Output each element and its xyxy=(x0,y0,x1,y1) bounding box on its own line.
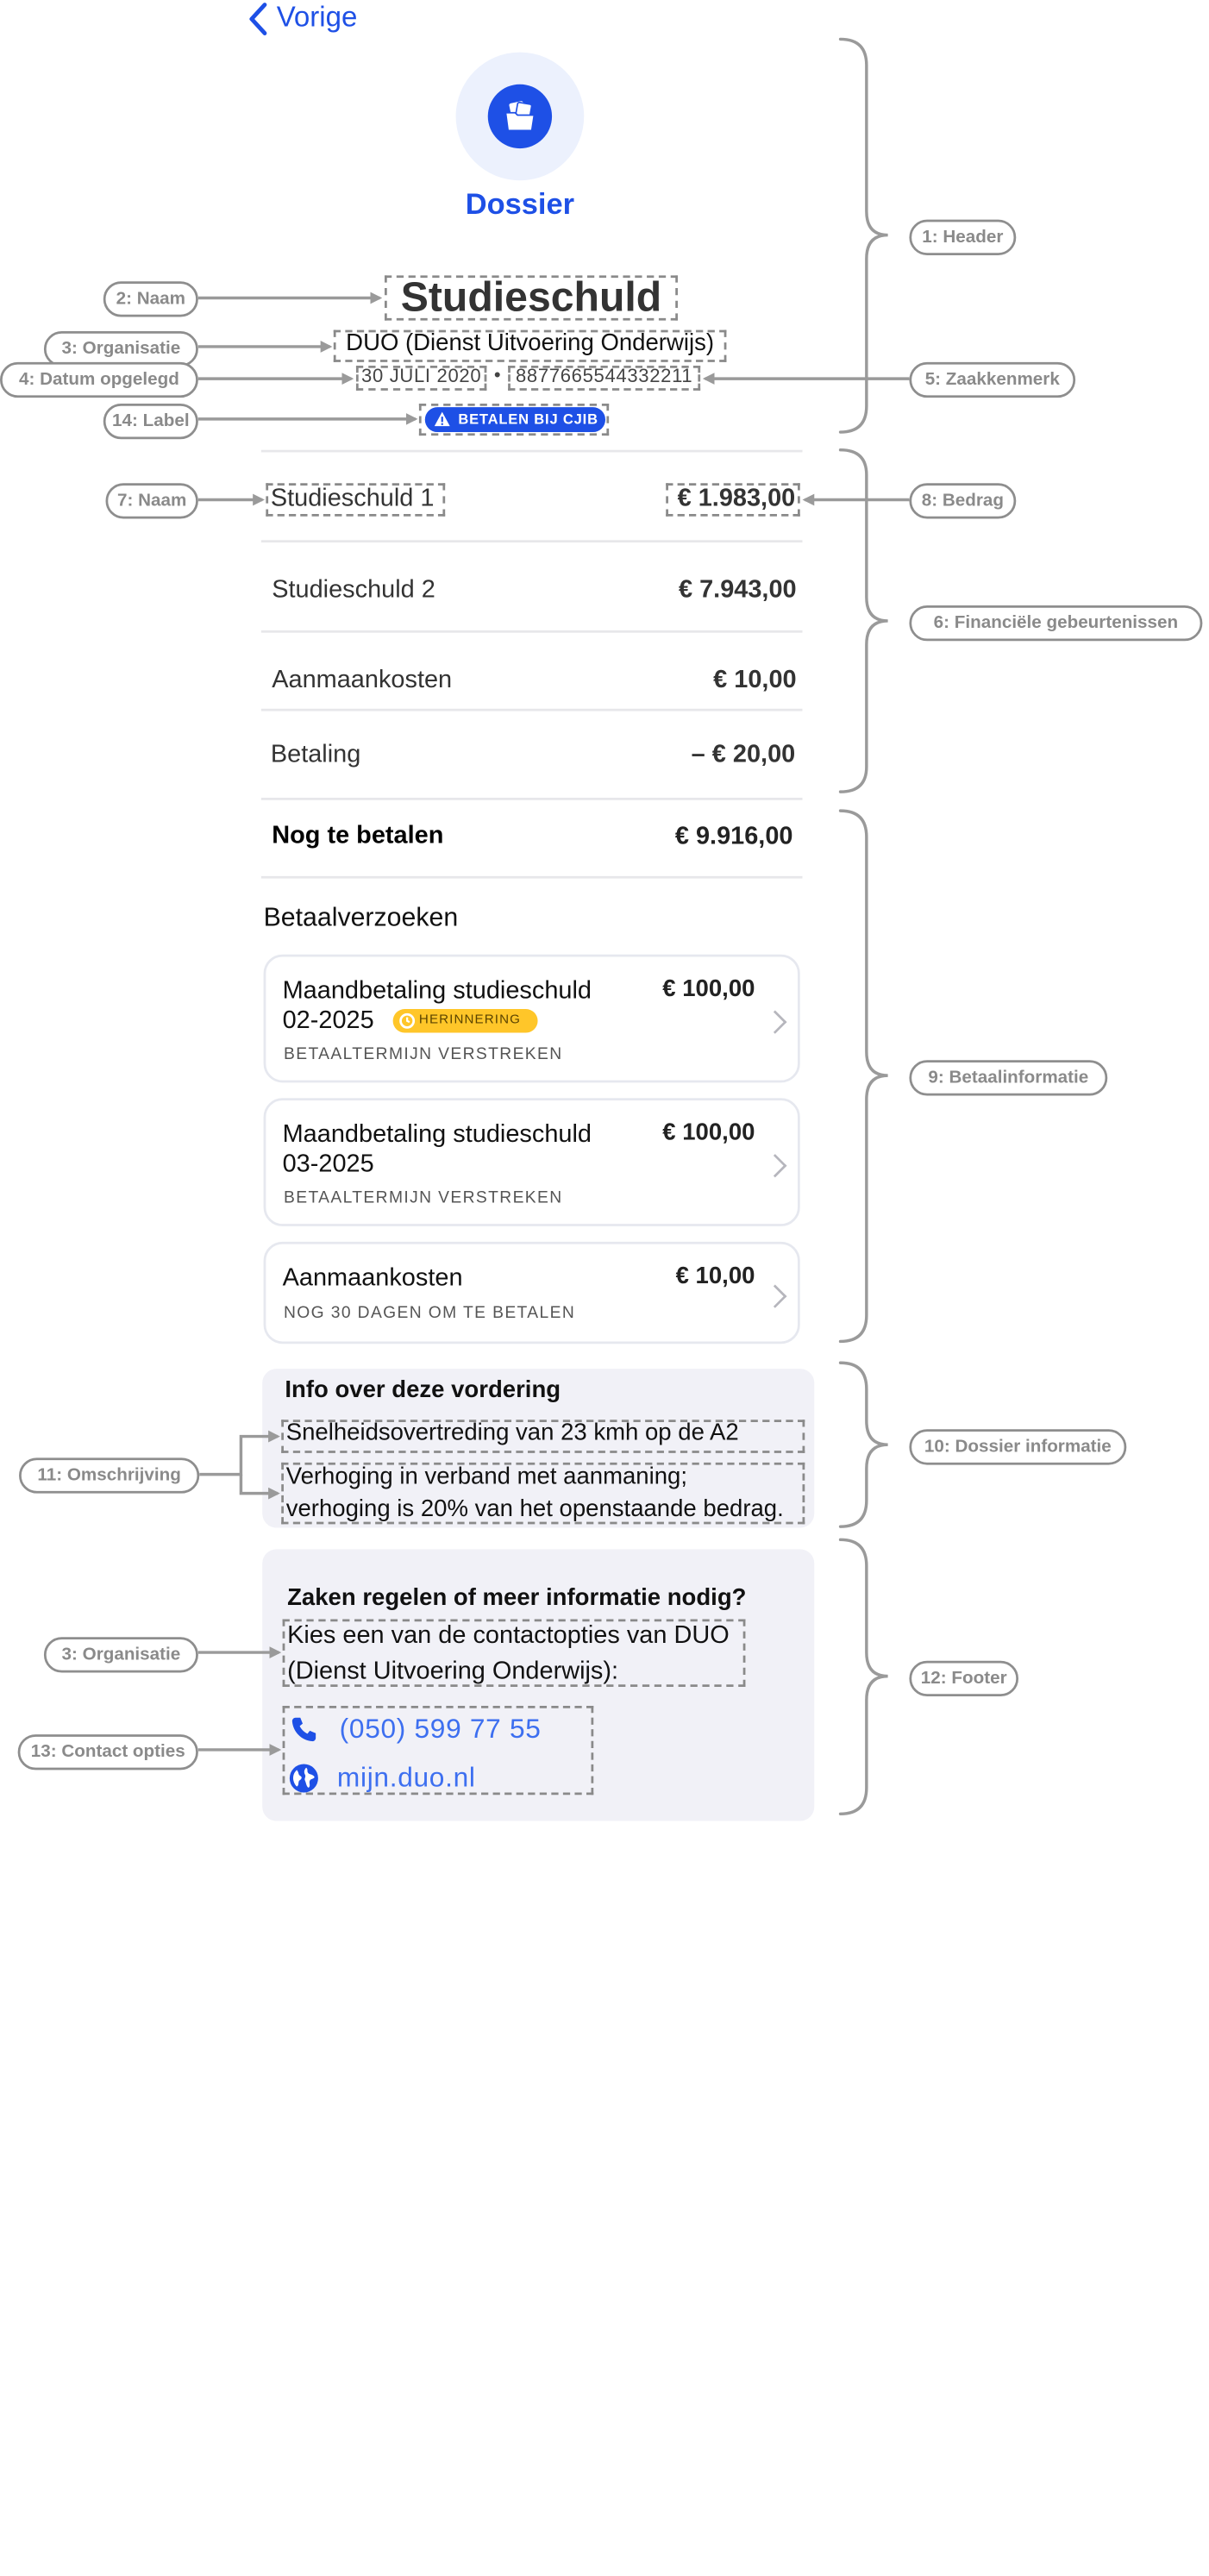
payment-request-amount: € 100,00 xyxy=(662,975,755,1002)
section-title: Dossier xyxy=(465,187,575,222)
annotation-footer: 12: Footer xyxy=(909,1661,1018,1696)
annotation-header: 1: Header xyxy=(909,220,1016,255)
payment-request-status: BETAALTERMIJN VERSTREKEN xyxy=(283,1187,563,1207)
annotation-label: 14: Label xyxy=(103,404,198,439)
footer-text: Kies een van de contactopties van DUO xyxy=(287,1621,730,1649)
phone-number: (050) 599 77 55 xyxy=(339,1713,542,1745)
payment-request-period: 02-2025 xyxy=(282,1006,374,1034)
total-label: Nog te betalen xyxy=(272,821,444,849)
claim-info-heading: Info over deze vordering xyxy=(285,1376,561,1404)
payment-request-title: Maandbetaling studieschuld xyxy=(282,976,592,1005)
event-amount: € 1.983,00 xyxy=(677,484,796,512)
event-amount: € 10,00 xyxy=(713,666,797,693)
event-name: Studieschuld 1 xyxy=(270,484,435,512)
event-amount: – € 20,00 xyxy=(691,740,796,768)
annotation-dossierinfo: 10: Dossier informatie xyxy=(909,1429,1126,1464)
payment-request-status: BETAALTERMIJN VERSTREKEN xyxy=(283,1043,563,1062)
reminder-badge-label: HERINNERING xyxy=(418,1012,522,1027)
annotation-naam: 2: Naam xyxy=(103,281,198,317)
footer-heading: Zaken regelen of meer informatie nodig? xyxy=(287,1584,747,1611)
organisation-name: DUO (Dienst Uitvoering Onderwijs) xyxy=(346,329,715,356)
footer-text: (Dienst Uitvoering Onderwijs): xyxy=(287,1657,619,1685)
annotation-bedrag: 8: Bedrag xyxy=(909,483,1016,518)
back-label: Vorige xyxy=(276,1,358,34)
payment-request-title: Aanmaankosten xyxy=(282,1263,463,1292)
website-url: mijn.duo.nl xyxy=(336,1761,476,1793)
annotation-organisatie: 3: Organisatie xyxy=(44,331,198,367)
claim-description: verhoging is 20% van het openstaande bedrag. xyxy=(285,1495,784,1522)
meta-separator: • xyxy=(493,365,501,386)
case-number: 8877665544332211 xyxy=(515,367,693,387)
total-amount: € 9.916,00 xyxy=(674,822,793,850)
annotation-betaalinfo: 9: Betaalinformatie xyxy=(909,1060,1107,1095)
event-amount: € 7.943,00 xyxy=(678,575,797,604)
annotation-datum: 4: Datum opgelegd xyxy=(0,362,198,398)
annotation-naam7: 7: Naam xyxy=(106,483,198,518)
event-name: Studieschuld 2 xyxy=(272,575,435,604)
payment-request-period: 03-2025 xyxy=(282,1150,374,1178)
annotation-zaakkenmerk: 5: Zaakkenmerk xyxy=(909,362,1075,398)
claim-description: Verhoging in verband met aanmaning; xyxy=(285,1463,688,1490)
payment-request-title: Maandbetaling studieschuld xyxy=(282,1120,592,1149)
payment-request-status: NOG 30 DAGEN OM TE BETALEN xyxy=(283,1302,576,1322)
claim-description: Snelheidsovertreding van 23 kmh op de A2 xyxy=(285,1420,739,1446)
event-name: Aanmaankosten xyxy=(272,666,453,693)
annotation-financieel: 6: Financiële gebeurtenissen xyxy=(909,605,1202,641)
annotation-contact: 13: Contact opties xyxy=(18,1734,198,1770)
annotation-omschrijving: 11: Omschrijving xyxy=(19,1457,199,1493)
dossier-name: Studieschuld xyxy=(400,273,662,321)
annotation-organisatie-footer: 3: Organisatie xyxy=(44,1637,198,1672)
payment-requests-heading: Betaalverzoeken xyxy=(263,902,459,932)
status-badge-label: BETALEN BIJ CJIB xyxy=(458,411,598,428)
date-imposed: 30 JULI 2020 xyxy=(361,367,482,387)
payment-request-amount: € 10,00 xyxy=(675,1263,755,1289)
payment-request-amount: € 100,00 xyxy=(662,1119,755,1146)
event-name: Betaling xyxy=(270,740,361,768)
